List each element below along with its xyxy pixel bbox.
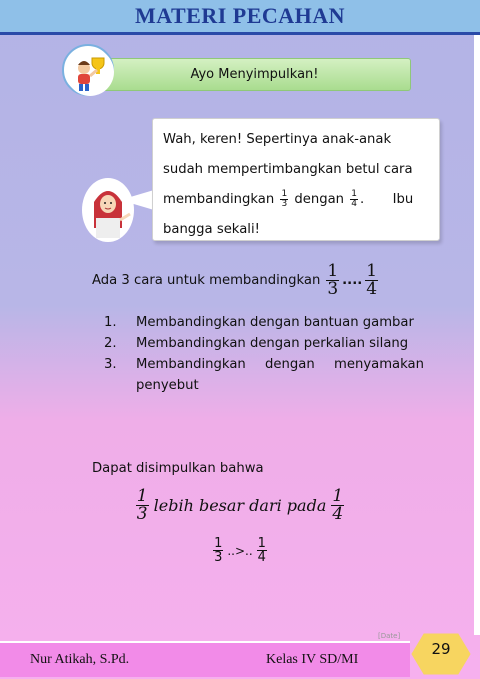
list-item-text-block bbox=[136, 354, 424, 396]
header-bar bbox=[0, 0, 480, 32]
bubble-line-3-after: Ibu bbox=[392, 192, 414, 207]
fraction-denominator: 3 bbox=[136, 504, 148, 524]
fraction-numerator: 1 bbox=[366, 261, 378, 281]
fraction-numerator: 1 bbox=[332, 486, 344, 506]
fraction-one-third bbox=[136, 488, 149, 523]
list-item-text: Membandingkan dengan menyamakan bbox=[136, 357, 424, 372]
fraction-one-third bbox=[280, 190, 288, 209]
footer-author: Nur Atikah, S.Pd. bbox=[30, 652, 130, 667]
child-trophy-icon bbox=[62, 44, 114, 96]
list-item-text-continued: penyebut bbox=[136, 378, 199, 393]
fraction-one-third bbox=[326, 263, 339, 298]
fraction-denominator: 4 bbox=[366, 279, 378, 299]
conclusion-phrase: lebih besar dari pada bbox=[153, 496, 327, 515]
fraction-numerator: 1 bbox=[351, 188, 357, 199]
header-underline bbox=[0, 32, 480, 35]
bubble-line-3-suffix: . bbox=[359, 192, 365, 207]
section-banner bbox=[98, 58, 411, 91]
list-item-text: Membandingkan dengan perkalian silang bbox=[136, 336, 409, 351]
fraction-numerator: 1 bbox=[327, 261, 339, 281]
fraction-denominator: 4 bbox=[257, 550, 266, 565]
bubble-line-1: Wah, keren! Sepertinya anak-anak bbox=[163, 132, 392, 147]
fraction-one-fourth bbox=[331, 488, 344, 523]
fraction-one-fourth bbox=[257, 537, 267, 564]
fraction-denominator: 3 bbox=[214, 550, 223, 565]
bubble-tail bbox=[120, 190, 154, 210]
date-placeholder: [Date] bbox=[378, 632, 401, 640]
bubble-line-2: sudah mempertimbangkan betul cara bbox=[163, 162, 413, 177]
fraction-denominator: 4 bbox=[332, 504, 344, 524]
bubble-line-4: bangga sekali! bbox=[163, 222, 260, 237]
speech-bubble bbox=[152, 118, 440, 241]
fraction-one-fourth bbox=[365, 263, 378, 298]
methods-list bbox=[104, 312, 424, 396]
fraction-one-third bbox=[213, 537, 223, 564]
comparison-expression bbox=[0, 537, 480, 564]
page-number: 29 bbox=[431, 640, 451, 658]
list-item bbox=[104, 312, 424, 333]
list-item-number: 1. bbox=[104, 315, 117, 330]
fraction-denominator: 3 bbox=[281, 198, 288, 209]
bubble-line-3 bbox=[163, 185, 429, 215]
fraction-numerator: 1 bbox=[214, 536, 223, 551]
conclusion-statement bbox=[0, 488, 480, 523]
teacher-avatar-icon bbox=[82, 178, 134, 242]
intro-text: Ada 3 cara untuk membandingkan bbox=[92, 273, 321, 288]
fraction-numerator: 1 bbox=[281, 188, 288, 199]
comparison-symbol: ..>.. bbox=[227, 543, 253, 558]
footer-class: Kelas IV SD/MI bbox=[266, 652, 359, 667]
fraction-numerator: 1 bbox=[257, 536, 266, 551]
intro-line bbox=[92, 263, 432, 298]
bubble-line-3-prefix: membandingkan bbox=[163, 192, 275, 207]
list-item bbox=[104, 333, 424, 354]
fraction-denominator: 3 bbox=[327, 279, 339, 299]
fraction-denominator: 4 bbox=[351, 198, 357, 209]
list-item-number: 2. bbox=[104, 336, 117, 351]
conclusion-label: Dapat disimpulkan bahwa bbox=[92, 461, 264, 476]
intro-dots: .... bbox=[342, 273, 363, 288]
fraction-numerator: 1 bbox=[136, 486, 148, 506]
list-item-text: Membandingkan dengan bantuan gambar bbox=[136, 315, 414, 330]
fraction-one-fourth bbox=[350, 190, 358, 209]
page-title: MATERI PECAHAN bbox=[134, 3, 346, 28]
banner-label: Ayo Menyimpulkan! bbox=[190, 67, 319, 82]
list-item-number: 3. bbox=[104, 357, 117, 372]
list-item bbox=[104, 354, 424, 396]
bubble-line-3-middle: dengan bbox=[294, 192, 345, 207]
